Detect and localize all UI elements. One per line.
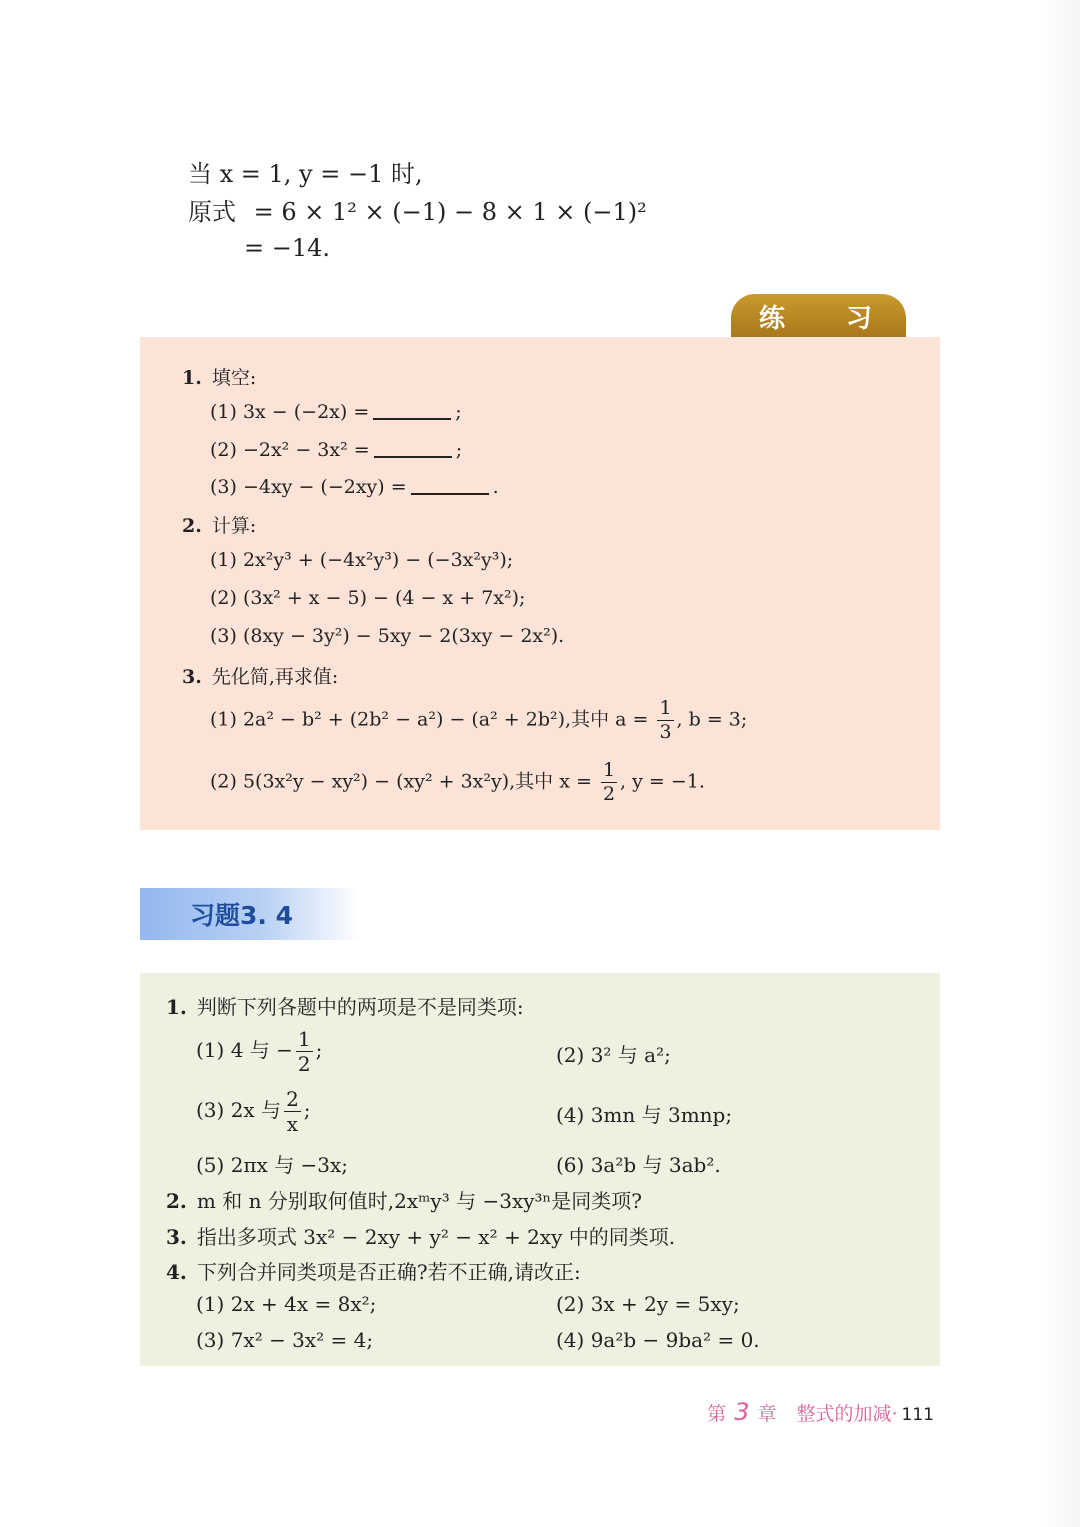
intro-condition: 当 x = 1, y = −1 时, — [188, 160, 423, 188]
exercise-q1-part: (5) 2πx 与 −3x; — [196, 1153, 349, 1177]
practice-q3-title: 3. 先化简,再求值: — [182, 666, 339, 688]
intro-result: = −14. — [244, 234, 331, 262]
fraction: $\frac{1}{3}$ — [659, 697, 672, 743]
exercise-header: 习题3. 4 — [140, 888, 360, 940]
practice-box — [140, 337, 940, 830]
fraction: $\frac{1}{2}$ — [602, 759, 616, 805]
intro-label: 原式 — [188, 198, 236, 226]
exercise-q4-part: (3) 7x² − 3x² = 4; — [196, 1328, 374, 1352]
exercise-q1-part: (3) 2x 与 $\frac{2}{x}$ ; — [196, 1087, 311, 1136]
practice-q1-item: (1) 3x − (−2x) = ; — [210, 401, 462, 423]
exercise-q1-part: (2) 3² 与 a²; — [556, 1043, 671, 1067]
fraction: $\frac{2}{x}$ — [286, 1087, 299, 1136]
exercise-q4-part: (4) 9a²b − 9ba² = 0. — [556, 1328, 760, 1352]
exercise-q3: 3. 指出多项式 3x² − 2xy + y² − x² + 2xy 中的同类项. — [166, 1225, 676, 1249]
exercise-q1-part: (6) 3a²b 与 3ab². — [556, 1153, 721, 1177]
exercise-box — [140, 973, 940, 1366]
practice-q2-item: (1) 2x²y³ + (−4x²y³) − (−3x²y³); — [210, 549, 514, 571]
practice-tab: 练 习 — [731, 294, 906, 338]
practice-q3-item: (2) 5(3x²y − xy²) − (xy² + 3x²y),其中 x = $\frac{1}{2}$ , y = −1. — [210, 759, 705, 805]
exercise-q1-title: 1. 判断下列各题中的两项是不是同类项: — [166, 995, 524, 1019]
page-number: 111 — [901, 1405, 934, 1425]
practice-q2-item: (3) (8xy − 3y²) − 5xy − 2(3xy − 2x²). — [210, 625, 565, 647]
practice-q2-title: 2. 计算: — [182, 515, 257, 537]
intro-expression: = 6 × 1² × (−1) − 8 × 1 × (−1)² — [253, 198, 647, 226]
page-footer — [707, 1398, 934, 1426]
practice-q2-item: (2) (3x² + x − 5) − (4 − x + 7x²); — [210, 587, 526, 609]
chapter-label: 第 3 章 整式的加减· — [707, 1398, 898, 1426]
practice-q1-title: 1. 填空: — [182, 367, 257, 389]
answer-blank[interactable] — [374, 438, 452, 458]
practice-q1-item: (3) −4xy − (−2xy) = . — [210, 476, 499, 498]
fraction: $\frac{1}{2}$ — [297, 1027, 311, 1076]
answer-blank[interactable] — [373, 400, 451, 420]
exercise-q1-part: (4) 3mn 与 3mnp; — [556, 1103, 733, 1127]
page-edge-shadow — [1040, 0, 1080, 1527]
answer-blank[interactable] — [411, 475, 489, 495]
exercise-q2: 2. m 和 n 分别取何值时,2xᵐy³ 与 −3xy³ⁿ是同类项? — [166, 1189, 642, 1213]
intro-original-expression — [188, 194, 647, 230]
exercise-q1-part: (1) 4 与 − $\frac{1}{2}$ ; — [196, 1027, 323, 1076]
exercise-q4-part: (2) 3x + 2y = 5xy; — [556, 1292, 740, 1316]
exercise-q4-title: 4. 下列合并同类项是否正确?若不正确,请改正: — [166, 1260, 581, 1284]
practice-q1-item: (2) −2x² − 3x² = ; — [210, 439, 463, 461]
practice-q3-item: (1) 2a² − b² + (2b² − a²) − (a² + 2b²),其中 a = $\frac{1}{3}$ , b = 3; — [210, 697, 748, 743]
exercise-q4-part: (1) 2x + 4x = 8x²; — [196, 1292, 377, 1316]
